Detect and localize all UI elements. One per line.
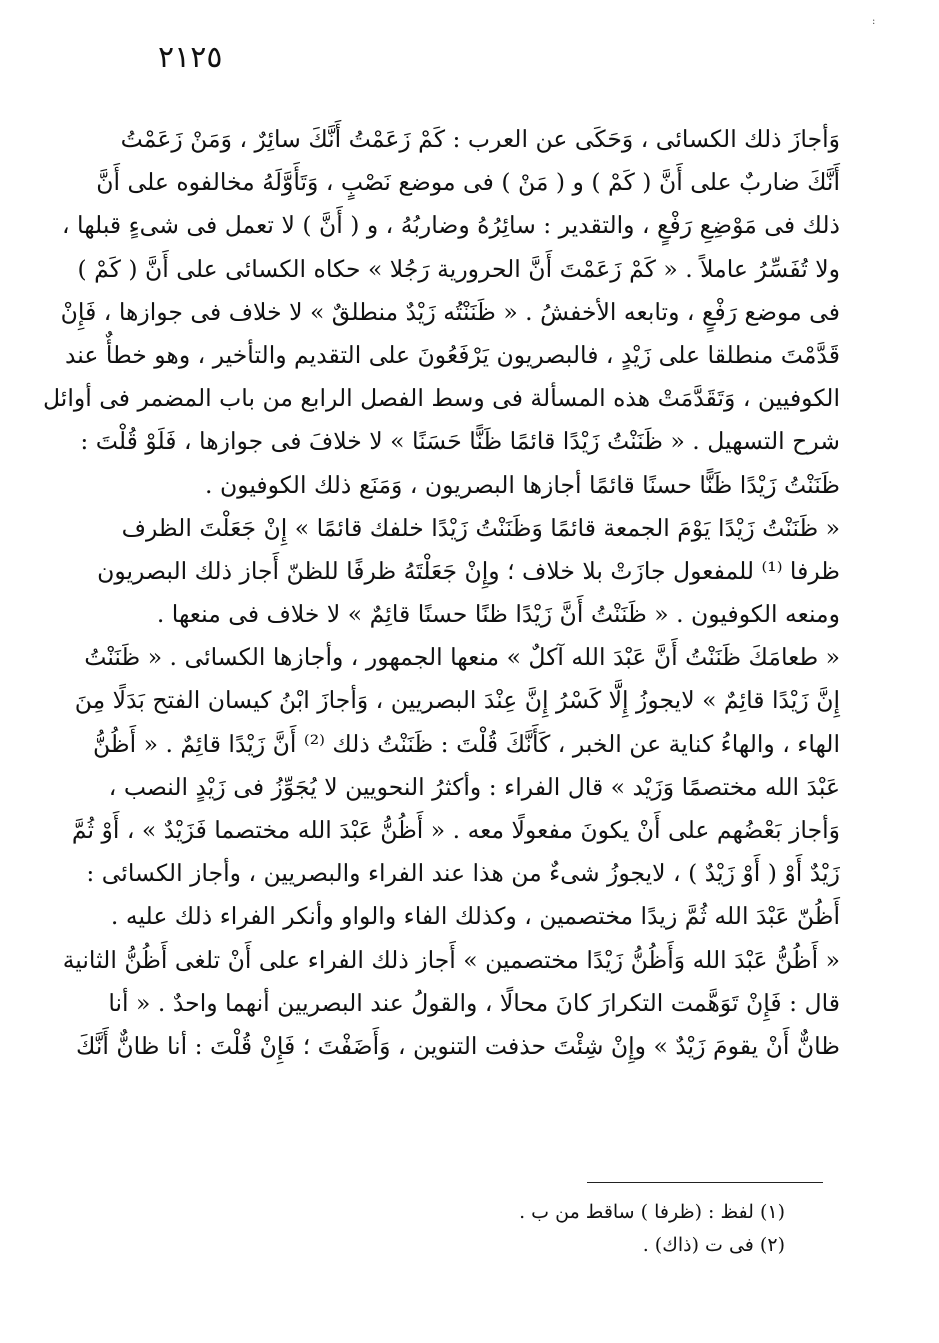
text-line: قال : فَإِنْ تَوَهَّمت التكرارَ كانَ محالًا ، والقولُ عند البصريين أنهما واحدٌ . « أنا xyxy=(108,988,840,1017)
corner-mark: : xyxy=(872,16,876,27)
text-line: ذلك فى مَوْضِعِ رَفْعٍ ، والتقدير : سائِرُهُ وضاربُهُ ، و ( أَنَّ ) لا تعمل فى شىءٍ قبلها ، xyxy=(62,211,840,240)
text-line: ظَنَنْتُ زَيْدًا ظَنًّا حسنًا قائمًا أجازها البصريون ، وَمَنَع ذلك الكوفيون . xyxy=(205,470,840,499)
footnote-divider xyxy=(587,1182,823,1183)
text-line: عَبْدَ الله مختصمًا وَزَيْد » قال الفراء : وأكثرُ النحويين لا يُجَوِّزُ فى زَيْدٍ النصب ، xyxy=(108,772,840,801)
text-line: إِنَّ زَيْدًا قائِمٌ » لايجوزُ إِلَّا كَسْرُ إِنَّ عِنْدَ البصريين ، وَأجازَ ابْنُ كيسان الفتح بَدَلًا مِنَ xyxy=(74,686,840,715)
page-number: ٢١٢٥ xyxy=(158,40,223,75)
text-line: وَأجاز بَعْضُهم على أَنْ يكونَ مفعولًا معه . « أَظُنُّ عَبْدَ الله مختصما فَزَيْدٌ » ، أَوْ ثُمَّ xyxy=(71,816,840,844)
text-line: ولا تُفَسِّرُ عاملاً . « كَمْ زَعَمْتَ أَنَّ الحرورية رَجُلا » حكاه الكسائى على أَنَّ ( كَمْ ) xyxy=(77,254,840,283)
text-line: ظانٌّ أَنْ يقومَ زَيْدٌ » وإِنْ شِئْتَ حذفت التنوين ، وَأَضَفْتَ ؛ فَإِنْ قُلْتَ : أنا ظانٌّ أَنَّكَ xyxy=(76,1031,840,1060)
footnotes xyxy=(330,1196,785,1262)
text-line: الهاء ، والهاءُ كناية عن الخبر ، كَأَنَّكَ قُلْتَ : ظَنَنْتُ ذلك ⁽²⁾ أَنَّ زَيْدًا قائِمٌ . « أَظُنُّ xyxy=(93,729,840,758)
text-line: فى موضع رَفْعٍ ، وتابعه الأخفشُ . « ظَنَنْتُه زَيْدٌ منطلقٌ » لا خلاف فى جوازها ، فَإِنْ xyxy=(60,297,840,326)
text-line: أَنَّكَ ضاربٌ على أَنَّ ( كَمْ ) و ( مَنْ ) فى موضع نَصْبٍ ، وَتَأَوَّلَهُ مخالفوه على أَنَّ xyxy=(96,168,840,197)
text-line: ظرفا ⁽¹⁾ للمفعول جازَتْ بلا خلاف ؛ وإِنْ جَعَلْتَهُ ظرفًا للظنّ أَجاز ذلك البصريون xyxy=(97,556,840,585)
text-line: « ظَنَنْتُ زَيْدًا يَوْمَ الجمعة قائمًا وَظَنَنْتُ زَيْدًا خلفك قائمًا » إِنْ جَعَلْتَ الظرف xyxy=(121,513,840,542)
footnote: (١) لفظ : (ظرفا ) ساقط من ب . xyxy=(519,1201,785,1223)
text-line: الكوفيين ، وَتَقَدَّمَتْ هذه المسألة فى وسط الفصل الرابع من باب المضمر فى أوائل xyxy=(42,384,840,413)
body-text xyxy=(42,118,840,1068)
text-line: زَيْدٌ أَوْ ( أَوْ زَيْدٌ ) ، لايجوزُ شىءٌ من هذا عند الفراء والبصريين ، وأجاز الكسائى : xyxy=(86,859,840,888)
footnote: (٢) فى ت (ذاك) . xyxy=(642,1234,785,1256)
text-line: شرح التسهيل . « ظَنَنْتُ زَيْدًا قائمًا ظَنًّا حَسَنًا » لا خلافَ فى جوازها ، فَلَوْ قُلْتَ : xyxy=(80,427,840,456)
text-line: « طعامَكَ ظَنَنْتُ أَنَّ عَبْدَ الله آكلٌ » منعها الجمهور ، وأجازها الكسائى . « ظَنَنْتُ xyxy=(84,643,840,672)
text-line: ومنعه الكوفيون . « ظَنَنْتُ أَنَّ زَيْدًا ظنًا حسنًا قائِمٌ » لا خلاف فى منعها . xyxy=(156,600,840,629)
text-line: أَظُنّ عَبْدَ الله ثُمَّ زيدًا مختصمين ، وكذلك الفاء والواو وأنكر الفراء ذلك عليه . xyxy=(110,902,840,931)
text-line: وَأجازَ ذلك الكسائى ، وَحَكَى عن العرب : كَمْ زَعَمْتُ أَنَّكَ سائِرٌ ، وَمَنْ زَعَمْتُ xyxy=(120,125,840,153)
text-line: « أَظُنُّ عَبْدَ الله وَأَظُنُّ زَيْدًا مختصمين » أَجاز ذلك الفراء على أَنْ تلغى أَظُنُّ الثانية xyxy=(62,945,840,974)
text-line: قَدَّمْتَ منطلقا على زَيْدٍ ، فالبصريون يَرْفَعُونَ على التقديم والتأخير ، وهو خطأٌ عند xyxy=(64,340,840,369)
